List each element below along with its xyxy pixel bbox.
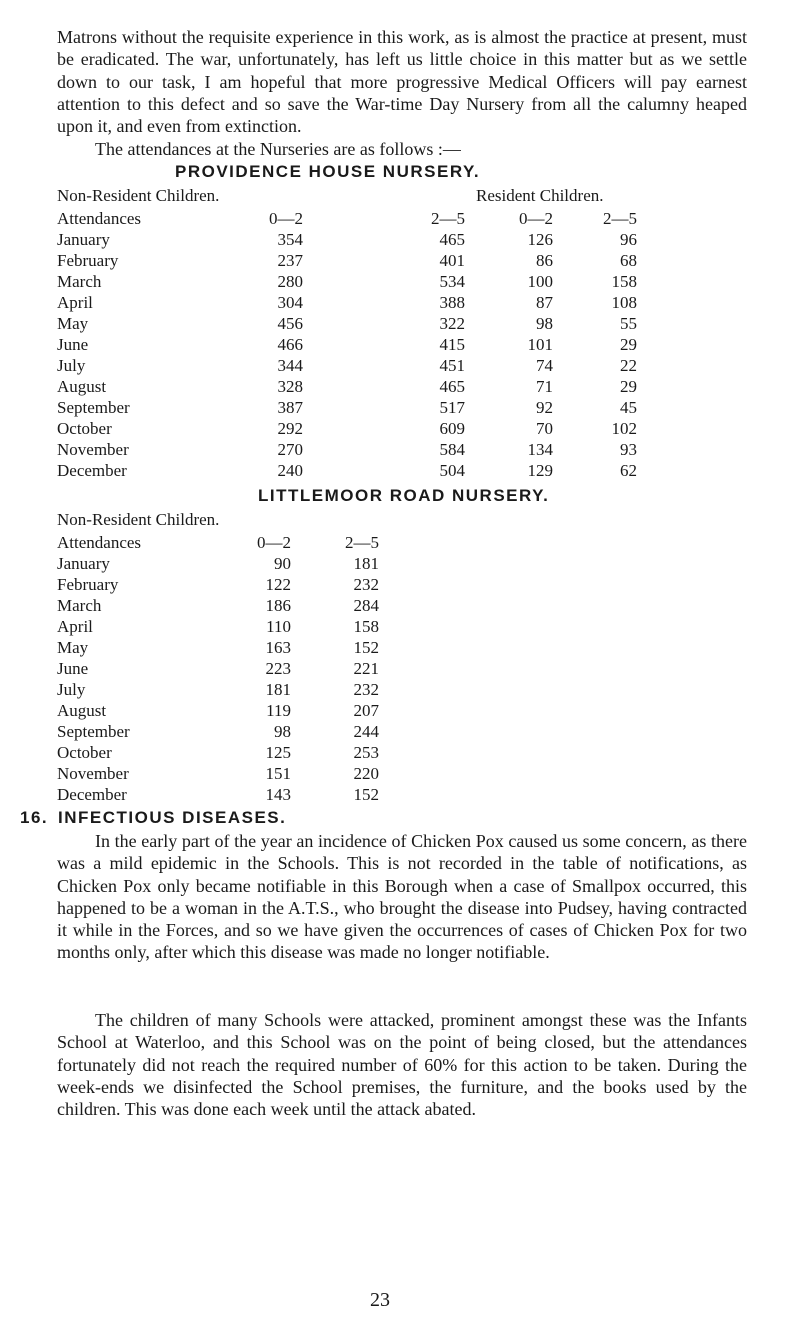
month-cell: December	[57, 460, 127, 480]
value-cell: 74	[536, 355, 553, 375]
table-row	[57, 763, 379, 784]
value-cell: 186	[265, 595, 291, 615]
value-cell: 122	[265, 574, 291, 594]
providence-non-resident-label: Non-Resident Children.	[57, 186, 220, 205]
month-cell: March	[57, 595, 102, 615]
value-cell: 232	[353, 679, 379, 699]
value-cell: 221	[353, 658, 379, 678]
month-cell: April	[57, 292, 93, 312]
value-cell: 534	[439, 271, 465, 291]
value-cell: 143	[265, 784, 291, 804]
table-row	[57, 637, 379, 658]
month-cell: January	[57, 229, 110, 249]
value-cell: 62	[620, 460, 637, 480]
table-row	[57, 721, 379, 742]
col-header-resident-2-5: 2—5	[603, 208, 637, 228]
value-cell: 151	[265, 763, 291, 783]
table-row	[57, 313, 637, 334]
attendances-label: Attendances	[57, 532, 142, 552]
value-cell: 388	[439, 292, 465, 312]
value-cell: 609	[439, 418, 465, 438]
month-cell: October	[57, 742, 112, 762]
value-cell: 354	[277, 229, 303, 249]
value-cell: 284	[353, 595, 379, 615]
intro-paragraph: Matrons without the requisite experience in this work, as is almost the practice at present, must be eradicated. The war, unfortunately, has left us little choice in this matter but as we settle down to our task, I am hopeful that more progressive Medical Officers will pay earnest attention to this defect and so save the War-time Day Nursery from all the calumny heaped upon it, and even from extinction.	[57, 27, 747, 137]
value-cell: 465	[439, 229, 465, 249]
table-row	[57, 553, 379, 574]
value-cell: 328	[277, 376, 303, 396]
value-cell: 292	[277, 418, 303, 438]
value-cell: 86	[536, 250, 553, 270]
table-row	[57, 460, 637, 481]
table-row	[57, 742, 379, 763]
value-cell: 466	[277, 334, 303, 354]
littlemoor-title: LITTLEMOOR ROAD NURSERY.	[258, 486, 550, 505]
value-cell: 465	[439, 376, 465, 396]
value-cell: 207	[353, 700, 379, 720]
month-cell: November	[57, 763, 129, 783]
value-cell: 181	[353, 553, 379, 573]
table-row	[57, 229, 637, 250]
value-cell: 71	[536, 376, 553, 396]
col-header-2-5: 2—5	[345, 532, 379, 552]
attendances-label: Attendances	[57, 208, 142, 228]
month-cell: July	[57, 355, 86, 375]
value-cell: 29	[620, 376, 637, 396]
col-header-0-2: 0—2	[257, 532, 291, 552]
value-cell: 152	[353, 784, 379, 804]
value-cell: 110	[266, 616, 291, 636]
value-cell: 108	[611, 292, 637, 312]
value-cell: 415	[439, 334, 465, 354]
table-row	[57, 376, 637, 397]
value-cell: 270	[277, 439, 303, 459]
value-cell: 152	[353, 637, 379, 657]
littlemoor-table	[57, 532, 379, 805]
value-cell: 280	[277, 271, 303, 291]
littlemoor-non-resident-label: Non-Resident Children.	[57, 510, 220, 529]
table-row	[57, 679, 379, 700]
providence-table	[57, 208, 637, 481]
section-paragraph-2: The children of many Schools were attacked, prominent amongst these was the Infants School at Waterloo, and this School was on the point of being closed, but the attendances fortunately did not reach the required number of 60% for this action to be taken. During the week-ends we disinfected the School premises, the furniture, and the books used by the children. This was done each week until the attack abated.	[57, 1010, 747, 1120]
value-cell: 158	[611, 271, 637, 291]
table-row	[57, 784, 379, 805]
table-row	[57, 616, 379, 637]
table-row	[57, 574, 379, 595]
section-paragraph-1: In the early part of the year an incidence of Chicken Pox caused us some concern, as there was a mild epidemic in the Schools. This is not recorded in the table of notifications, as Chicken Pox only became notifiable in this Borough when a case of Smallpox occurred, this happened to be a woman in the A.T.S., who brought the disease into Pudsey, having contracted it while in the Forces, and so we have given the occurrences of cases of Chicken Pox for two months only, after which this disease was made no longer notifiable.	[57, 831, 747, 963]
table-row	[57, 292, 637, 313]
value-cell: 181	[265, 679, 291, 699]
value-cell: 102	[611, 418, 637, 438]
month-cell: April	[57, 616, 93, 636]
value-cell: 253	[353, 742, 379, 762]
value-cell: 70	[536, 418, 553, 438]
month-cell: October	[57, 418, 112, 438]
col-header-0-2: 0—2	[269, 208, 303, 228]
month-cell: June	[57, 334, 89, 354]
value-cell: 87	[536, 292, 553, 312]
value-cell: 90	[274, 553, 291, 573]
table-row	[57, 355, 637, 376]
table-row	[57, 700, 379, 721]
value-cell: 45	[620, 397, 637, 417]
value-cell: 244	[353, 721, 379, 741]
value-cell: 126	[527, 229, 553, 249]
value-cell: 93	[620, 439, 637, 459]
month-cell: December	[57, 784, 127, 804]
month-cell: March	[57, 271, 102, 291]
value-cell: 517	[439, 397, 465, 417]
providence-header-row	[57, 208, 637, 229]
value-cell: 401	[439, 250, 465, 270]
value-cell: 232	[353, 574, 379, 594]
table-row	[57, 397, 637, 418]
table-row	[57, 271, 637, 292]
value-cell: 504	[439, 460, 465, 480]
table-row	[57, 418, 637, 439]
value-cell: 387	[277, 397, 303, 417]
month-cell: May	[57, 637, 89, 657]
providence-title: PROVIDENCE HOUSE NURSERY.	[175, 162, 481, 181]
table-row	[57, 595, 379, 616]
value-cell: 158	[353, 616, 379, 636]
col-header-2-5: 2—5	[431, 208, 465, 228]
value-cell: 304	[277, 292, 303, 312]
value-cell: 101	[527, 334, 553, 354]
value-cell: 220	[353, 763, 379, 783]
value-cell: 129	[527, 460, 553, 480]
month-cell: July	[57, 679, 86, 699]
section-title: INFECTIOUS DISEASES.	[58, 808, 287, 827]
table-row	[57, 439, 637, 460]
month-cell: September	[57, 721, 130, 741]
value-cell: 240	[277, 460, 303, 480]
month-cell: August	[57, 376, 107, 396]
value-cell: 456	[277, 313, 303, 333]
value-cell: 134	[527, 439, 553, 459]
attendances-intro: The attendances at the Nurseries are as follows :—	[95, 139, 461, 159]
value-cell: 237	[277, 250, 303, 270]
value-cell: 223	[265, 658, 291, 678]
month-cell: January	[57, 553, 110, 573]
value-cell: 98	[274, 721, 291, 741]
value-cell: 322	[439, 313, 465, 333]
month-cell: June	[57, 658, 89, 678]
value-cell: 119	[266, 700, 291, 720]
value-cell: 100	[527, 271, 553, 291]
table-row	[57, 658, 379, 679]
page-number: 23	[370, 1289, 390, 1311]
table-row	[57, 334, 637, 355]
providence-resident-label: Resident Children.	[476, 186, 604, 205]
month-cell: September	[57, 397, 130, 417]
littlemoor-header-row	[57, 532, 379, 553]
table-row	[57, 250, 637, 271]
value-cell: 584	[439, 439, 465, 459]
value-cell: 96	[620, 229, 637, 249]
month-cell: November	[57, 439, 129, 459]
value-cell: 68	[620, 250, 637, 270]
value-cell: 22	[620, 355, 637, 375]
month-cell: May	[57, 313, 89, 333]
month-cell: August	[57, 700, 107, 720]
month-cell: February	[57, 574, 119, 594]
month-cell: February	[57, 250, 119, 270]
value-cell: 125	[265, 742, 291, 762]
value-cell: 29	[620, 334, 637, 354]
value-cell: 344	[277, 355, 303, 375]
value-cell: 55	[620, 313, 637, 333]
value-cell: 98	[536, 313, 553, 333]
value-cell: 451	[439, 355, 465, 375]
section-number: 16.	[20, 808, 49, 827]
col-header-resident-0-2: 0—2	[519, 208, 553, 228]
value-cell: 163	[265, 637, 291, 657]
value-cell: 92	[536, 397, 553, 417]
